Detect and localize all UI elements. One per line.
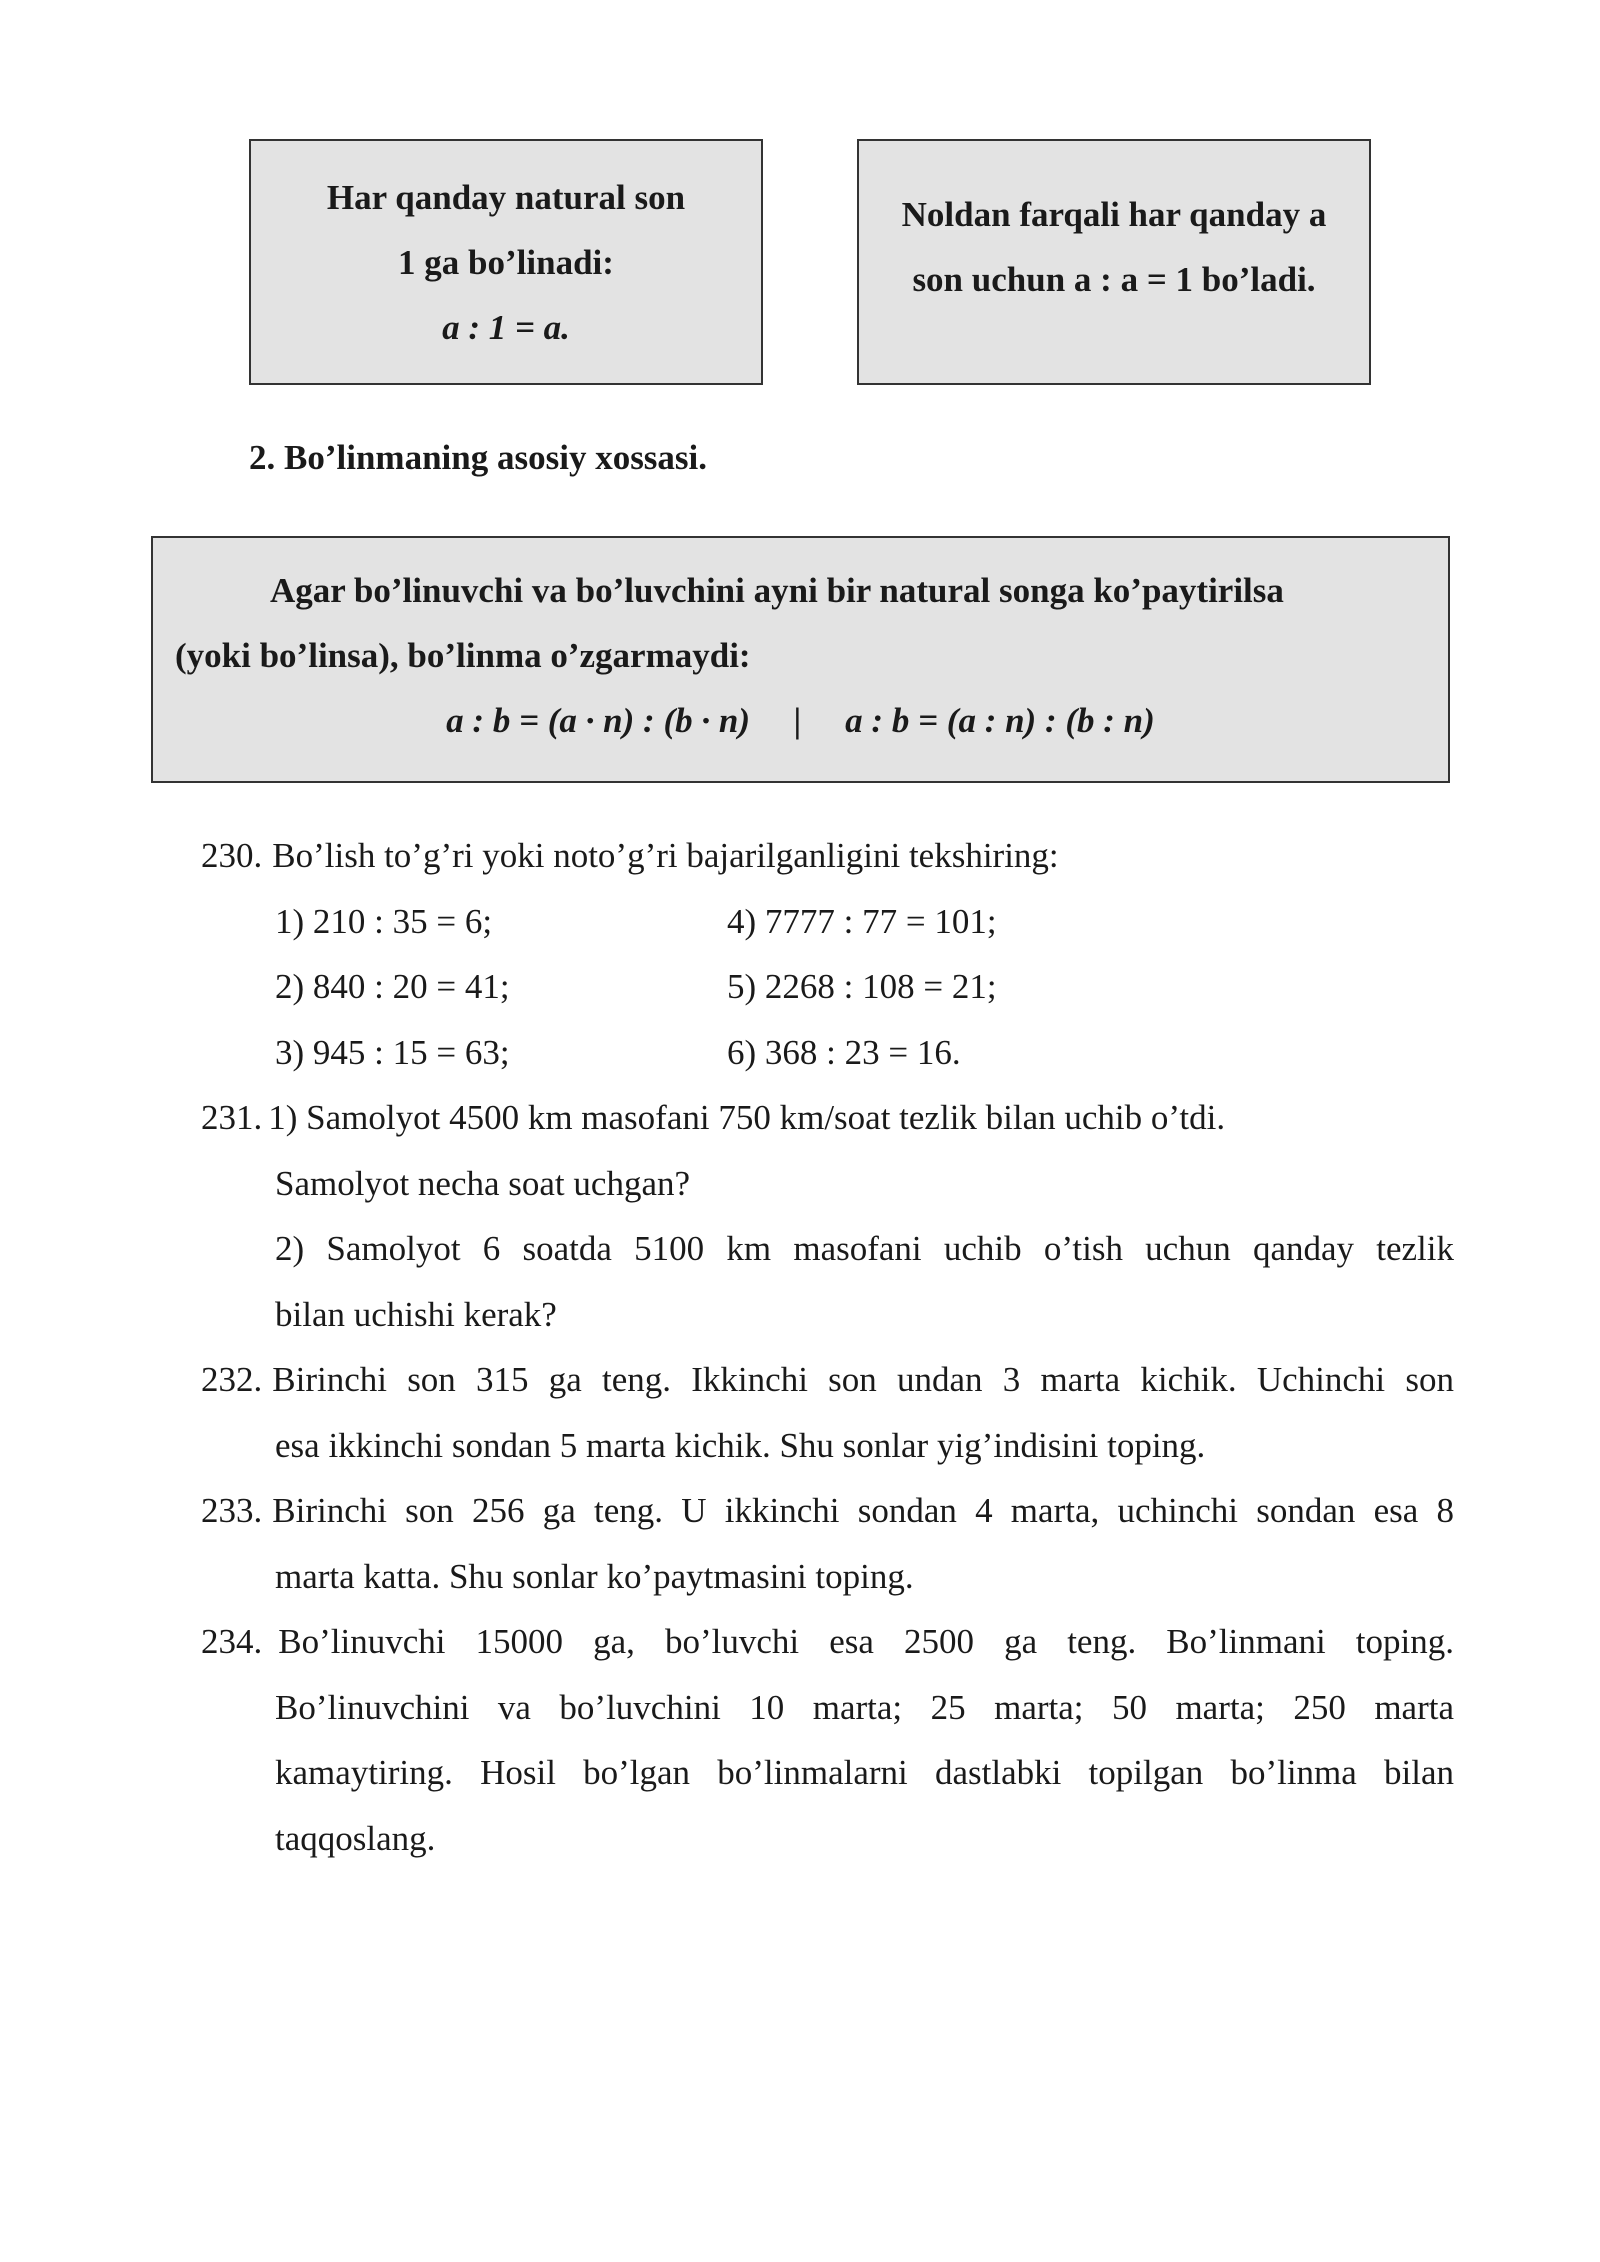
exercise-text: bilan uchishi kerak?: [275, 1294, 557, 1334]
exercise-text: Birinchi son 256 ga teng. U ikkinchi sondan 4 marta, uchinchi sondan esa 8: [272, 1491, 1454, 1530]
exercise-text: 1) Samolyot 4500 km masofani 750 km/soat tezlik bilan uchib o’tdi.: [268, 1098, 1226, 1137]
rule-formula: a : 1 = a.: [442, 307, 570, 347]
rule-box-divide-by-self: [857, 139, 1371, 385]
exercise-233: [201, 1478, 1454, 1609]
exercise-231: [201, 1085, 1454, 1347]
exercise-234: [201, 1609, 1454, 1871]
exercise-number: 231.: [201, 1098, 263, 1137]
exercise-text: Birinchi son 315 ga teng. Ikkinchi son undan 3 marta kichik. Uchinchi son: [272, 1360, 1454, 1399]
rule-text-line: Har qanday natural son: [326, 177, 686, 217]
rule-text-line: son uchun a : a = 1 bo’ladi.: [912, 260, 1316, 299]
exercise-number: 234.: [201, 1622, 263, 1661]
exercise-text: esa ikkinchi sondan 5 marta kichik. Shu sonlar yig’indisini toping.: [275, 1425, 1206, 1465]
list-item: 2) 840 : 20 = 41;: [275, 967, 510, 1006]
exercise-list: [201, 823, 1454, 1871]
property-box: [151, 536, 1450, 783]
rule-box-divide-by-one: [249, 139, 763, 385]
exercise-text: kamaytiring. Hosil bo’lgan bo’linmalarni dastlabki topilgan bo’linma bilan: [275, 1753, 1454, 1792]
list-item: 3) 945 : 15 = 63;: [275, 1032, 510, 1072]
exercise-number: 233.: [201, 1491, 263, 1530]
section-heading: 2. Bo’linmaning asosiy xossasi.: [249, 438, 708, 477]
list-item-row: [275, 889, 1454, 955]
exercise-text: 2) Samolyot 6 soatda 5100 km masofani uchib o’tish uchun qanday tezlik: [275, 1229, 1454, 1268]
property-text-line: Agar bo’linuvchi va bo’luvchini ayni bir natural songa ko’paytirilsa: [270, 571, 1284, 610]
exercise-text: Samolyot necha soat uchgan?: [275, 1163, 691, 1203]
list-item: 6) 368 : 23 = 16.: [727, 1032, 961, 1072]
list-item-row: [275, 954, 1454, 1020]
list-item: 5) 2268 : 108 = 21;: [727, 967, 997, 1006]
exercise-text: taqqoslang.: [275, 1818, 436, 1858]
list-item: 4) 7777 : 77 = 101;: [727, 901, 997, 941]
exercise-text: Bo’lish to’g’ri yoki noto’g’ri bajarilganligini tekshiring:: [272, 836, 1059, 875]
exercise-number: 232.: [201, 1360, 263, 1399]
exercise-text: Bo’linuvchini va bo’luvchini 10 marta; 25 marta; 50 marta; 250 marta: [275, 1687, 1454, 1727]
rule-text-line: Noldan farqali har qanday a: [901, 195, 1327, 234]
exercise-text: Bo’linuvchi 15000 ga, bo’luvchi esa 2500 ga teng. Bo’linmani toping.: [278, 1622, 1454, 1661]
exercise-text: marta katta. Shu sonlar ko’paytmasini toping.: [275, 1556, 914, 1596]
list-item: 1) 210 : 35 = 6;: [275, 901, 493, 941]
property-formula: a : b = (a · n) : (b · n) | a : b = (a : n) : (b : n): [446, 701, 1155, 740]
exercise-items: [201, 889, 1454, 1086]
rule-text-line: 1 ga bo’linadi:: [398, 242, 614, 282]
exercise-230: [201, 823, 1454, 1085]
property-text: [175, 558, 1426, 623]
list-item-row: [275, 1020, 1454, 1086]
exercise-number: 230.: [201, 836, 263, 875]
exercise-232: [201, 1347, 1454, 1478]
property-text-line: (yoki bo’linsa), bo’linma o’zgarmaydi:: [175, 636, 751, 675]
